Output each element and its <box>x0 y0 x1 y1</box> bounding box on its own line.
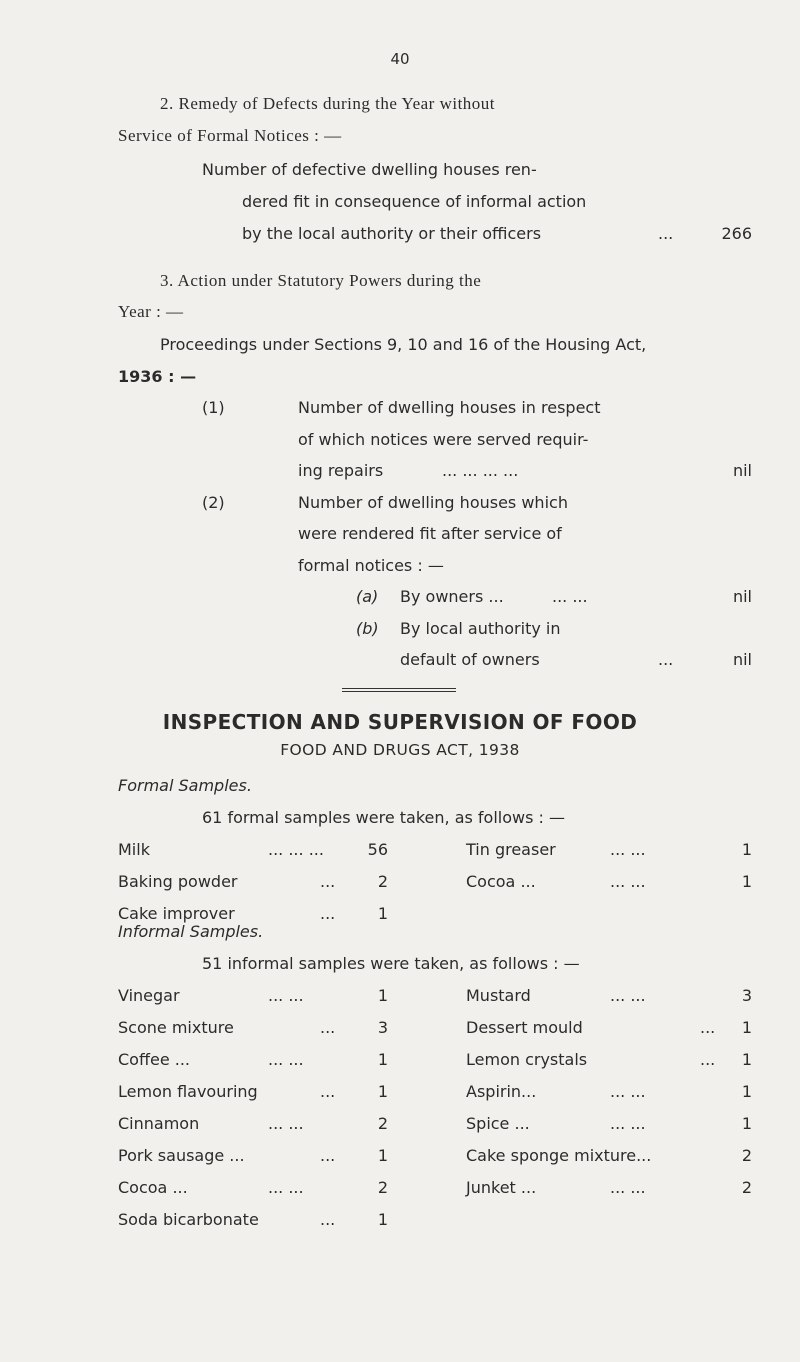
divider-rule-bottom <box>342 691 456 692</box>
informal-samples-intro: 51 informal samples were taken, as follows : — <box>202 954 580 973</box>
leader-dots: ... ... <box>610 986 646 1005</box>
leader-dots: ... <box>320 1146 336 1165</box>
leader-dots: ... ... <box>610 872 646 891</box>
section3-intro-line1: Proceedings under Sections 9, 10 and 16 of the Housing Act, <box>160 335 647 354</box>
sample-count: 2 <box>377 872 388 891</box>
item2-b-text-line2: default of owners <box>400 650 540 669</box>
leader-dots: ... <box>320 1082 336 1101</box>
leader-dots: ... <box>320 1018 336 1037</box>
sample-name: Lemon crystals <box>466 1050 588 1069</box>
item1-dots: ... ... ... ... <box>442 461 519 480</box>
section2-text-line3: by the local authority or their officers <box>242 224 542 243</box>
sample-name: Vinegar <box>118 986 180 1005</box>
item2-a-value: nil <box>732 587 752 606</box>
leader-dots: ... ... <box>268 1178 304 1197</box>
leader-dots: ... ... <box>610 1114 646 1133</box>
leader-dots: ... <box>700 1050 716 1069</box>
section2-heading-line2: Service of Formal Notices : — <box>118 126 342 145</box>
sample-count: 1 <box>741 1114 752 1133</box>
item2-b-label: (b) <box>356 619 379 638</box>
sample-count: 1 <box>377 1082 388 1101</box>
item1-line3: ing repairs <box>298 461 384 480</box>
item2-a-dots: ... ... <box>552 587 588 606</box>
sample-name: Cocoa ... <box>466 872 536 891</box>
sample-count: 1 <box>377 1210 388 1229</box>
sample-count: 1 <box>741 1082 752 1101</box>
page-number: 40 <box>390 50 410 68</box>
sample-count: 1 <box>377 904 388 923</box>
leader-dots: ... ... <box>268 1114 304 1133</box>
sample-count: 3 <box>377 1018 388 1037</box>
sample-count: 1 <box>377 1146 388 1165</box>
inspection-subtitle: FOOD AND DRUGS ACT, 1938 <box>280 741 520 759</box>
sample-name: Cinnamon <box>118 1114 200 1133</box>
sample-name: Cake improver <box>118 904 235 923</box>
sample-count: 1 <box>741 1050 752 1069</box>
leader-dots: ... ... <box>268 1050 304 1069</box>
item2-b-text-line1: By local authority in <box>400 619 561 638</box>
sample-name: Coffee ... <box>118 1050 191 1069</box>
sample-name: Dessert mould <box>466 1018 583 1037</box>
item2-line1: Number of dwelling houses which <box>298 493 568 512</box>
section3-heading-line2: Year : — <box>118 302 184 321</box>
sample-count: 1 <box>741 1018 752 1037</box>
leader-dots: ... ... ... <box>268 840 324 859</box>
leader-dots: ... ... <box>268 986 304 1005</box>
leader-dots: ... ... <box>610 1178 646 1197</box>
sample-name: Spice ... <box>466 1114 530 1133</box>
sample-name: Scone mixture <box>118 1018 234 1037</box>
leader-dots: ... <box>320 1210 336 1229</box>
inspection-title: INSPECTION AND SUPERVISION OF FOOD <box>162 710 638 734</box>
leader-dots: ... <box>700 1018 716 1037</box>
sample-count: 1 <box>377 1050 388 1069</box>
sample-name: Pork sausage ... <box>118 1146 245 1165</box>
sample-count: 2 <box>377 1178 388 1197</box>
divider-rule-top <box>342 688 456 689</box>
item1-line1: Number of dwelling houses in respect <box>298 398 601 417</box>
item2-number: (2) <box>202 493 225 512</box>
informal-samples-heading: Informal Samples. <box>118 922 264 941</box>
item2-a-label: (a) <box>356 587 379 606</box>
sample-count: 2 <box>741 1178 752 1197</box>
sample-name: Aspirin... <box>466 1082 537 1101</box>
sample-name: Milk <box>118 840 150 859</box>
sample-count: 56 <box>367 840 388 859</box>
leader-dots: ... <box>320 872 336 891</box>
sample-count: 2 <box>741 1146 752 1165</box>
leader-dots: ... ... <box>610 840 646 859</box>
sample-name: Mustard <box>466 986 531 1005</box>
section2-text-line2: dered fit in consequence of informal action <box>242 192 587 211</box>
section2-heading-line1: 2. Remedy of Defects during the Year without <box>160 94 496 113</box>
item2-line3: formal notices : — <box>298 556 444 575</box>
sample-name: Soda bicarbonate <box>118 1210 259 1229</box>
item2-a-text: By owners ... <box>400 587 504 606</box>
sample-name: Junket ... <box>466 1178 537 1197</box>
sample-name: Tin greaser <box>466 840 556 859</box>
sample-count: 1 <box>741 840 752 859</box>
formal-samples-intro: 61 formal samples were taken, as follows : — <box>202 808 566 827</box>
item1-number: (1) <box>202 398 225 417</box>
sample-count: 1 <box>377 986 388 1005</box>
sample-name: Lemon flavouring <box>118 1082 258 1101</box>
section2-dots: ... <box>658 224 674 243</box>
section3-intro-line2: 1936 : — <box>118 367 197 386</box>
sample-count: 2 <box>377 1114 388 1133</box>
item2-b-value: nil <box>732 650 752 669</box>
section3-heading-line1: 3. Action under Statutory Powers during the <box>160 271 482 290</box>
sample-name: Cake sponge mixture... <box>466 1146 652 1165</box>
item1-value: nil <box>732 461 752 480</box>
sample-name: Baking powder <box>118 872 238 891</box>
section2-text-line1: Number of defective dwelling houses ren- <box>202 160 537 179</box>
item1-line2: of which notices were served requir- <box>298 430 589 449</box>
section2-value: 266 <box>721 224 752 243</box>
formal-samples-heading: Formal Samples. <box>118 776 252 795</box>
leader-dots: ... ... <box>610 1082 646 1101</box>
leader-dots: ... <box>320 904 336 923</box>
item2-line2: were rendered fit after service of <box>298 524 562 543</box>
sample-count: 1 <box>741 872 752 891</box>
item2-b-dots: ... <box>658 650 674 669</box>
sample-count: 3 <box>741 986 752 1005</box>
sample-name: Cocoa ... <box>118 1178 188 1197</box>
